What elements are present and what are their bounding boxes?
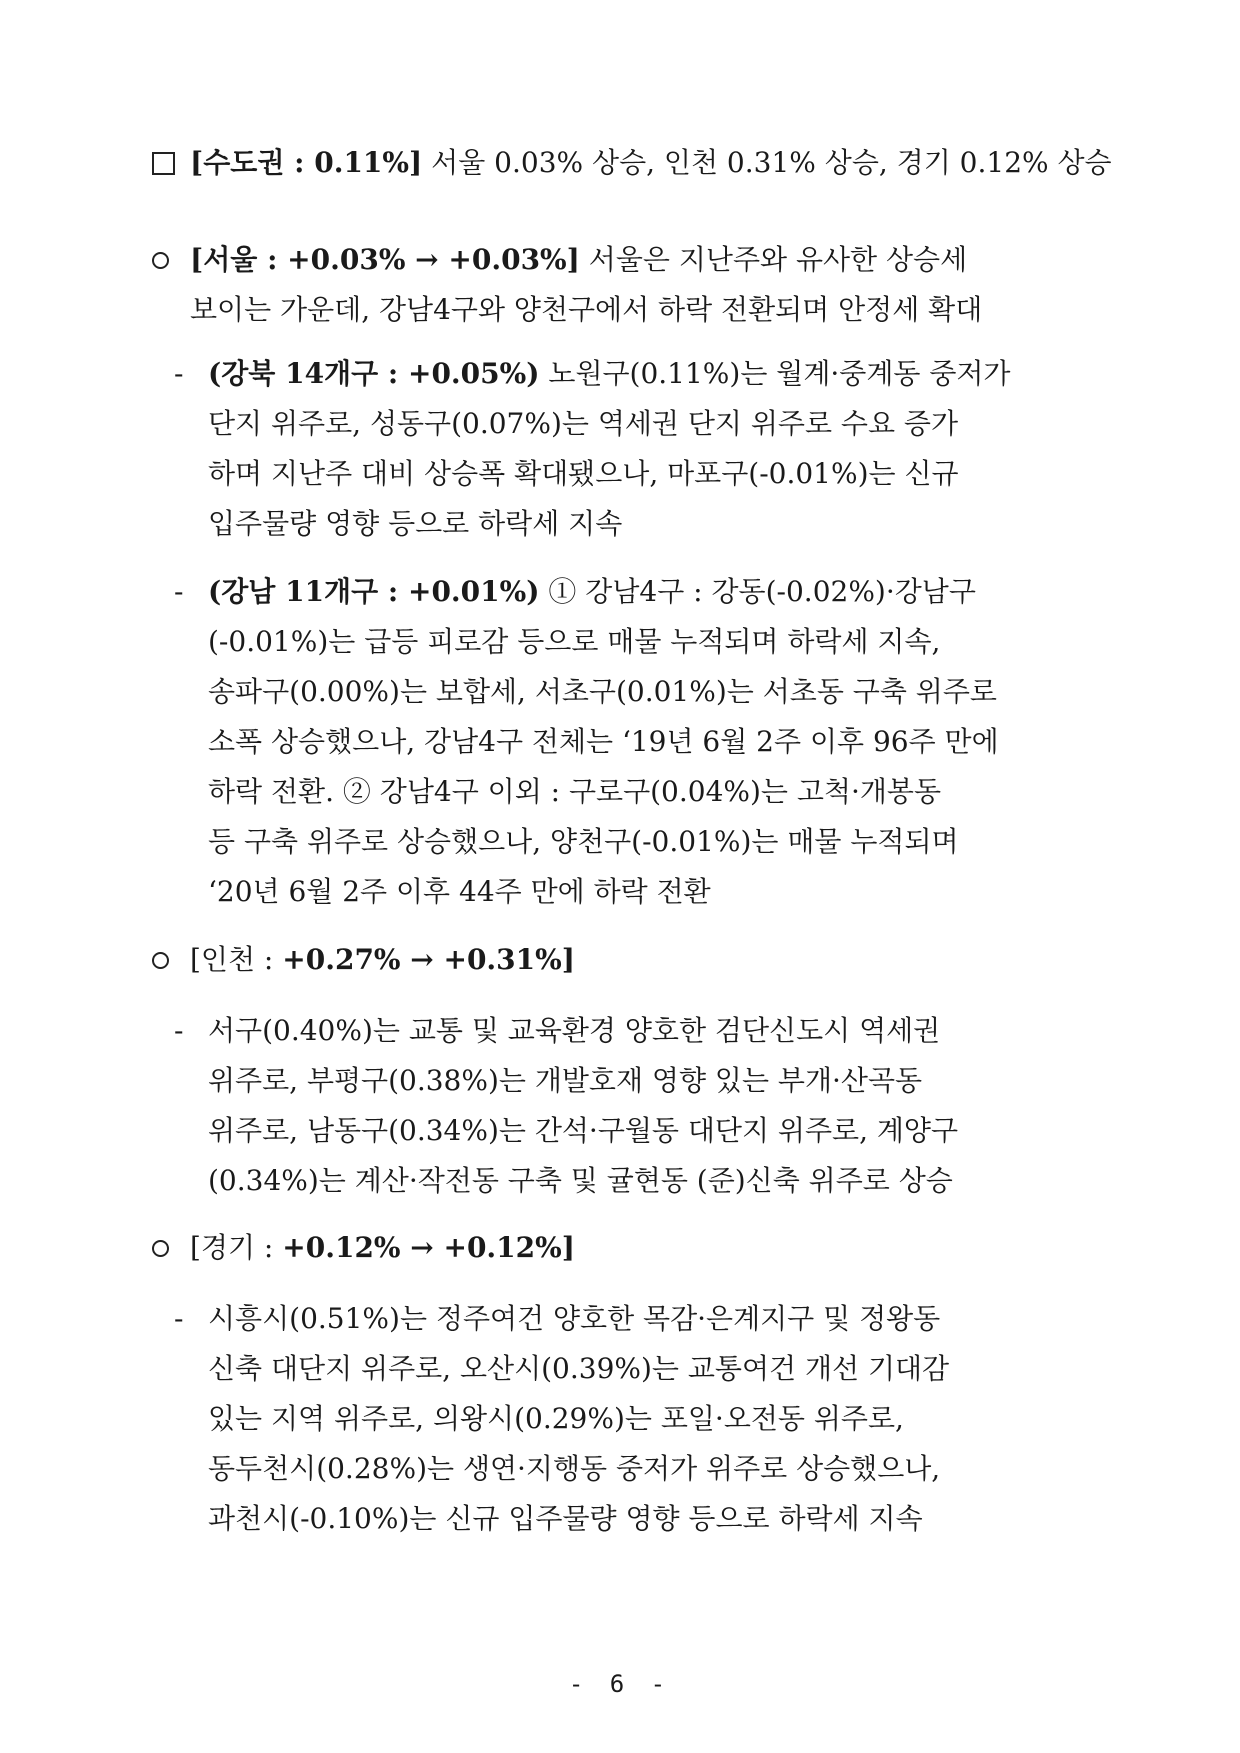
gangnam-paragraph: (강남 11개구 : +0.01%) ① 강남4구 : 강동(-0.02%)·강남구 (208, 575, 976, 608)
gangnam-line: 송파구(0.00%)는 보합세, 서초구(0.01%)는 서초동 구축 위주로 (208, 675, 997, 708)
incheon-label-prefix: [인천 : (190, 943, 283, 976)
gyeonggi-label-prefix: [경기 : (190, 1231, 283, 1264)
gangnam-line: (-0.01%)는 급등 피로감 등으로 매물 누적되며 하락세 지속, (208, 625, 941, 658)
dash-bullet: - (174, 575, 184, 608)
gangnam-line: ‘20년 6월 2주 이후 44주 만에 하락 전환 (208, 875, 711, 908)
seoul-heading (0, 233, 1240, 287)
gyeonggi-label-value: +0.12% → +0.12%] (282, 1231, 575, 1264)
incheon-line: 위주로, 남동구(0.34%)는 간석·구월동 대단지 위주로, 계양구 (208, 1114, 959, 1147)
gyeonggi-heading (0, 1221, 1240, 1275)
gyeonggi-line: 동두천시(0.28%)는 생연·지행동 중저가 위주로 상승했으나, (208, 1452, 941, 1485)
heading-text: 서울 0.03% 상승, 인천 0.31% 상승, 경기 0.12% 상승 (422, 146, 1112, 179)
dash-bullet: - (174, 1302, 184, 1335)
seoul-label: [서울 : +0.03% → +0.03%] (190, 243, 580, 276)
seoul-line-1: 서울은 지난주와 유사한 상승세 (579, 243, 968, 276)
gangbuk-line: 하며 지난주 대비 상승폭 확대됐으나, 마포구(-0.01%)는 신규 (208, 457, 959, 490)
dash-bullet: - (174, 357, 184, 390)
gyeonggi-line: 있는 지역 위주로, 의왕시(0.29%)는 포일·오전동 위주로, (208, 1402, 904, 1435)
gangbuk-label: (강북 14개구 : +0.05%) (208, 357, 540, 390)
incheon-line: (0.34%)는 계산·작전동 구축 및 귤현동 (준)신축 위주로 상승 (208, 1164, 953, 1197)
gyeonggi-line: 시흥시(0.51%)는 정주여건 양호한 목감·은계지구 및 정왕동 (208, 1302, 941, 1335)
gangbuk-paragraph: (강북 14개구 : +0.05%) 노원구(0.11%)는 월계·중계동 중저가 (208, 357, 1011, 390)
gangnam-line: 등 구축 위주로 상승했으나, 양천구(-0.01%)는 매물 누적되며 (208, 825, 959, 858)
section-heading (0, 136, 1240, 190)
incheon-heading (0, 933, 1240, 987)
gangbuk-line: 입주물량 영향 등으로 하락세 지속 (208, 507, 623, 540)
gyeonggi-line: 신축 대단지 위주로, 오산시(0.39%)는 교통여건 개선 기대감 (208, 1352, 950, 1385)
seoul-line: 보이는 가운데, 강남4구와 양천구에서 하락 전환되며 안정세 확대 (190, 293, 983, 326)
gangnam-line: 하락 전환. ② 강남4구 이외 : 구로구(0.04%)는 고척·개봉동 (208, 775, 942, 808)
gangnam-label: (강남 11개구 : +0.01%) (208, 575, 540, 608)
incheon-line: 서구(0.40%)는 교통 및 교육환경 양호한 검단신도시 역세권 (208, 1014, 941, 1047)
gyeonggi-line: 과천시(-0.10%)는 신규 입주물량 영향 등으로 하락세 지속 (208, 1502, 923, 1535)
incheon-line: 위주로, 부평구(0.38%)는 개발호재 영향 있는 부개·산곡동 (208, 1064, 923, 1097)
page-number: - 6 - (568, 1670, 672, 1698)
gangbuk-line: 단지 위주로, 성동구(0.07%)는 역세권 단지 위주로 수요 증가 (208, 407, 959, 440)
incheon-label-value: +0.27% → +0.31%] (282, 943, 575, 976)
dash-bullet: - (174, 1014, 184, 1047)
gangnam-line: 소폭 상승했으나, 강남4구 전체는 ‘19년 6월 2주 이후 96주 만에 (208, 725, 999, 758)
heading-label: [수도권 : 0.11%] (190, 146, 423, 179)
